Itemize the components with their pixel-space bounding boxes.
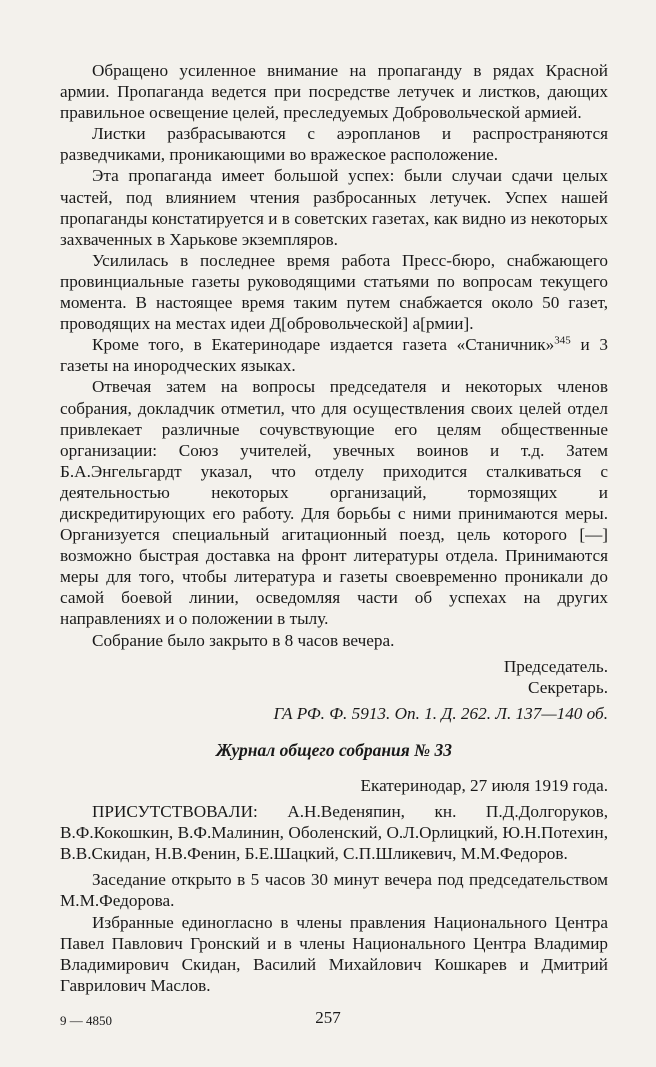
paragraph-leaflets: Листки разбрасываются с аэропланов и распространяются разведчиками, проникающими во вражеское расположение.	[60, 124, 608, 165]
printer-signature-mark: 9 — 4850	[60, 1013, 112, 1028]
paragraph-press-bureau: Усилилась в последнее время работа Пресс-бюро, снабжающего провинциальные газеты руководящими статьями по вопросам текущего момента. В настоящее время таким путем снабжается около 50 газет, проводящих на местах идеи Д[обровольческой] а[рмии].	[60, 250, 608, 334]
secretary-signature: Секретарь.	[528, 677, 608, 697]
paragraph-elected: Избранные единогласно в члены правления Национального Центра Павел Павлович Гронский и в члены Национального Центра Владимир Владимирович Скидан, Василий Михайлович Кошкарев и Дмитрий Гаврилович Маслов.	[60, 912, 608, 995]
paragraph-stanichnik	[60, 334, 608, 376]
attendees: ПРИСУТСТВОВАЛИ: А.Н.Веденяпин, кн. П.Д.Долгоруков, В.Ф.Кокошкин, В.Ф.Малинин, Оболенский, О.Л.Орлицкий, Ю.Н.Потехин, В.В.Скидан, Н.В.Фенин, Б.Е.Шацкий, С.П.Шликевич, М.М.Федоров.	[60, 802, 608, 864]
paragraph-opened: Заседание открыто в 5 часов 30 минут вечера под председательством М.М.Федорова.	[60, 870, 608, 911]
stanichnik-text: Кроме того, в Екатеринодаре издается газета «Станичник»	[92, 335, 555, 355]
chair-signature: Председатель.	[503, 656, 608, 676]
page-body	[60, 60, 608, 996]
paragraph-propaganda: Обращено усиленное внимание на пропаганду в рядах Красной армии. Пропаганда ведется при посредстве летучек и листков, дающих правильное освещение целей, преследуемых Добровольческой армией.	[60, 61, 608, 123]
paragraph-closed: Собрание было закрыто в 8 часов вечера.	[92, 630, 395, 650]
paragraph-answers: Отвечая затем на вопросы председателя и некоторых членов собрания, докладчик отметил, что для осуществления своих целей отдел привлекает различные сочувствующие его целям общественные организации: Союз учителей, увечных воинов и т.д. Затем Б.А.Энгельгардт указал, что отделу приходится сталкиваться с деятельностью некоторых организаций, тормозящих и дискредитирующих его работу. Для борьбы с ними принимаются меры. Организуется специальный агитационный поезд, цель которого [—] возможно быстрая доставка на фронт литературы отдела. Принимаются меры для того, чтобы литература и газеты своевременно проникали до самой боевой линии, осведомляя части об успехах на других направлениях и о положении в тылу.	[60, 377, 608, 629]
page-number: 257	[315, 1008, 341, 1027]
document-heading: Журнал общего собрания № 33	[215, 739, 453, 760]
stanichnik-text-end: и 3 газеты на инородческих языках.	[60, 335, 608, 376]
paragraph-success: Эта пропаганда имеет большой успех: были случаи сдачи целых частей, под влиянием чтения разбросанных летучек. Успех нашей пропаганды констатируется и в советских газетах, как видно из некоторых захваченных в Харькове экземпляров.	[60, 166, 608, 249]
archive-source: ГА РФ. Ф. 5913. Оп. 1. Д. 262. Л. 137—140 об.	[273, 703, 608, 723]
date-line: Екатеринодар, 27 июля 1919 года.	[360, 776, 608, 795]
footnote-ref: 345	[554, 334, 571, 347]
